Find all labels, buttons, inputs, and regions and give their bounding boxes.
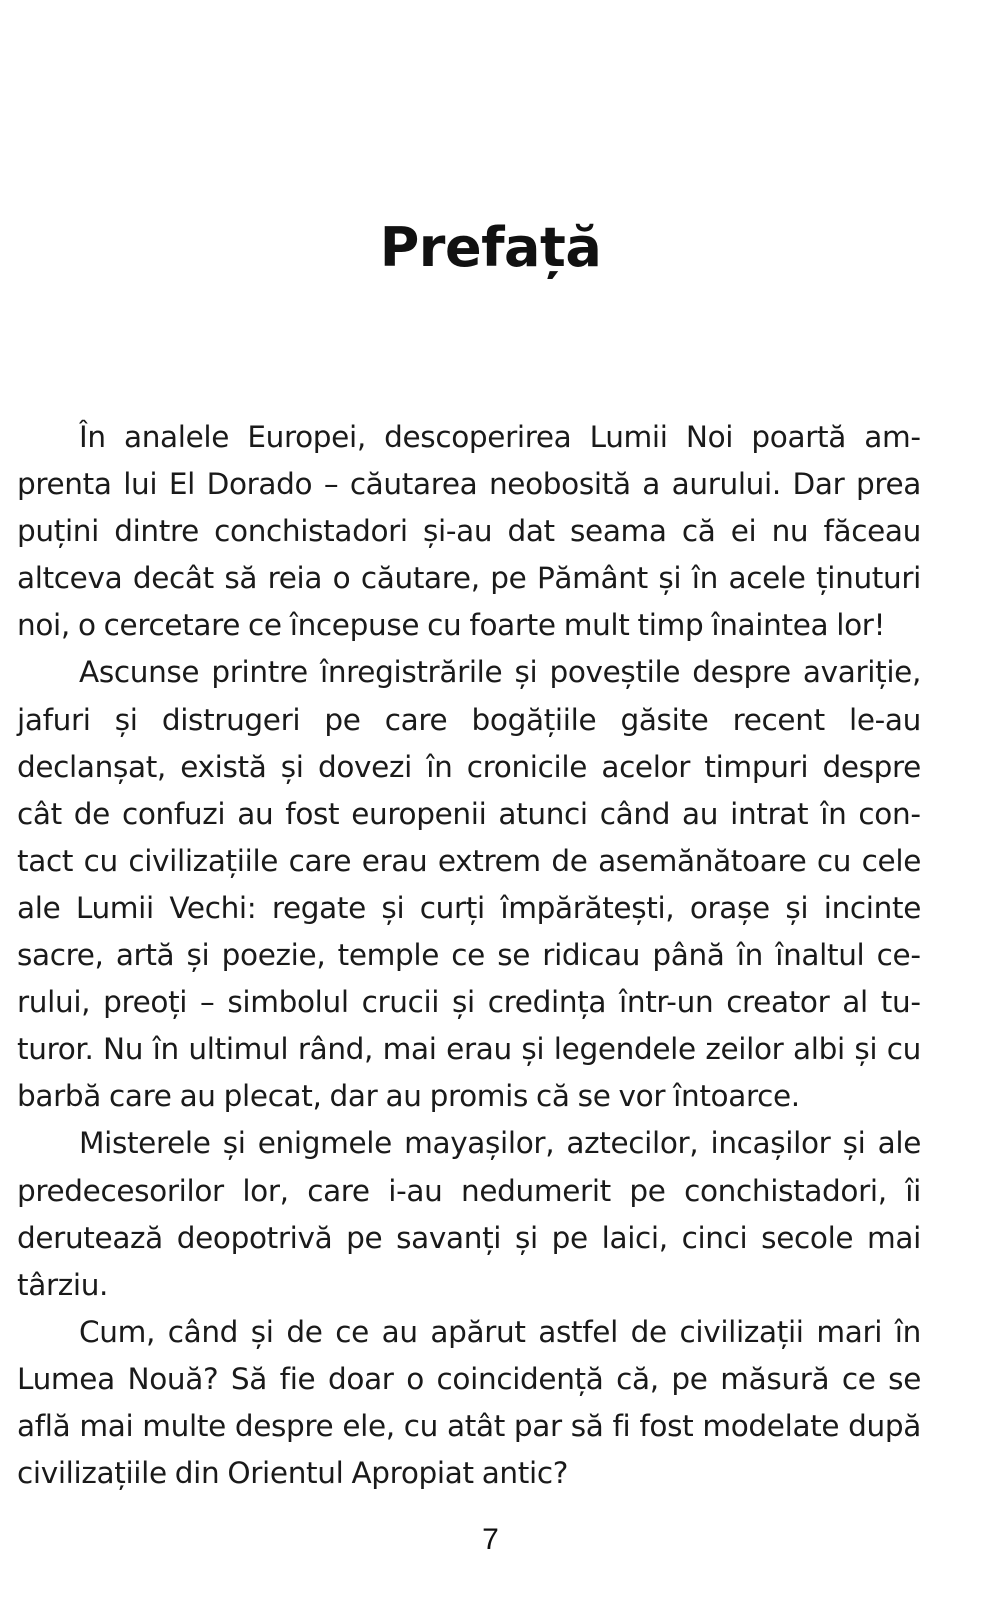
paragraph-2: Ascunse printre înregistrările și poveștile despre avariție, jafuri și distrugeri pe care bogățiile găsite recent le-au declanșat, există și dovezi în cronicile acelor timpuri despre cât de confuzi au fost europenii atunci când au intrat în contact cu civilizațiile care erau extrem de asemănătoare cu cele ale Lumii Vechi: regate și curți împărătești, orașe și incinte sacre, artă și poezie, temple ce se ridicau până în înaltul cerului, preoți – simbolul crucii și credința într-un creator al tuturor. Nu în ultimul rând, mai erau și legendele zeilor albi și cu barbă care au plecat, dar au promis că se vor întoarce.: [17, 655, 921, 1114]
paragraph-4: Cum, când și de ce au apărut astfel de civilizații mari în Lumea Nouă? Să fie doar o coincidență că, pe măsură ce se află mai multe despre ele, cu atât par să fi fost modelate după civilizațiile din Orientul Apropiat antic?: [17, 1314, 921, 1491]
page-number: 7: [482, 1523, 499, 1556]
paragraph-1: În analele Europei, descoperirea Lumii Noi poartă amprenta lui El Dorado – căutarea neobosită a aurului. Dar prea puțini dintre conchistadori și-au dat seama că ei nu făceau altceva decât să reia o căutare, pe Pământ și în acele ținuturi noi, o cercetare ce începuse cu foarte mult timp înaintea lor!: [17, 420, 921, 643]
paragraph-3: Misterele și enigmele mayașilor, aztecilor, incașilor și ale predecesorilor lor, care i-au nedumerit pe conchistadori, îi derutează deopotrivă pe savanți și pe laici, cinci secole mai târziu.: [17, 1126, 921, 1302]
chapter-title: Prefață: [379, 216, 602, 279]
preface-body: [17, 414, 921, 1497]
